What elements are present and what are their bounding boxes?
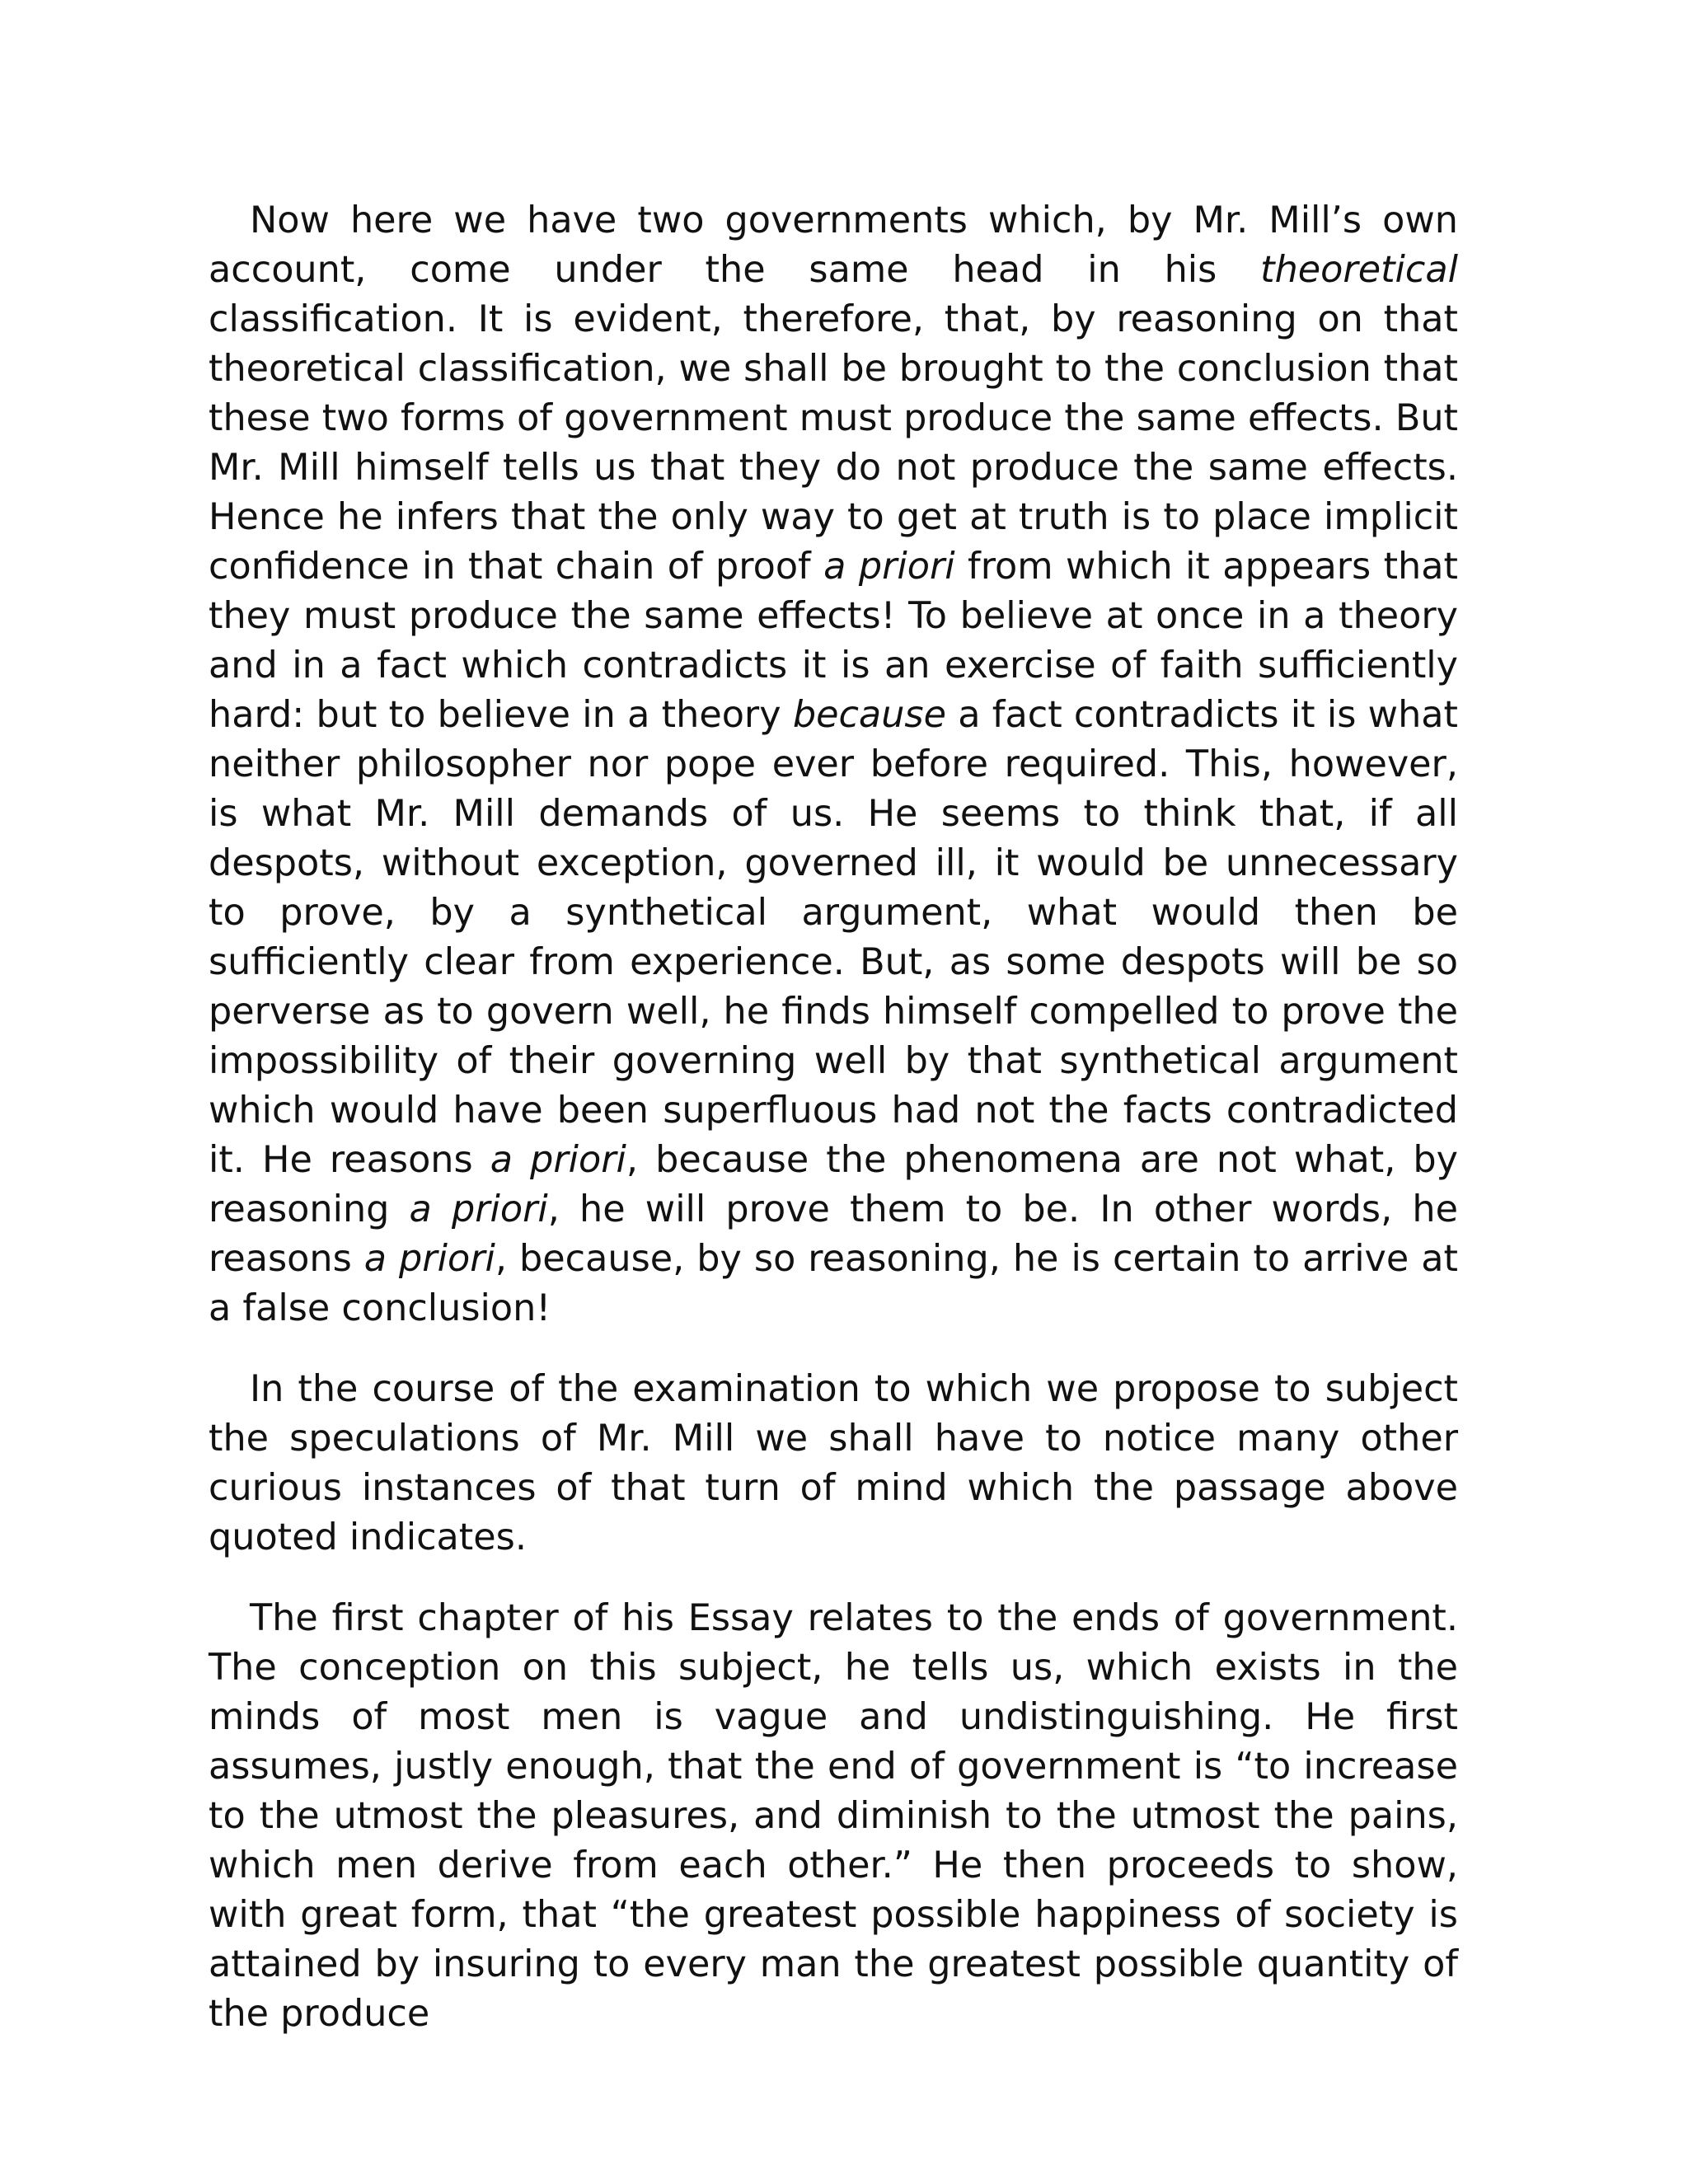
italic-span: a priori	[823, 546, 955, 588]
text-span: classification. It is evident, therefore, that, by reasoning on that theoretical classification, we shall be brought to the conclusion that these two forms of government must produce the same effects. But Mr. Mill himself tells us that they do not produce the same effects. Hence he infers that the only way to get at truth is to place implicit confidence in that chain of proof	[209, 298, 1458, 588]
text-span: Now here we have two governments which, by Mr. Mill’s own account, come under the same head in his	[209, 199, 1458, 291]
italic-span: because	[792, 694, 946, 736]
document-page	[209, 196, 1458, 2039]
text-span: a fact contradicts it is what neither philosopher nor pope ever before required. This, however, is what Mr. Mill demands of us. He seems to think that, if all despots, without exception, governed ill, it would be unnecessary to prove, by a synthetical argument, what would then be sufficiently clear from experience. But, as some despots will be so perverse as to govern well, he finds himself compelled to prove the impossibility of their governing well by that synthetical argument which would have been superfluous had not the facts contradicted it. He reasons	[209, 694, 1458, 1181]
italic-span: a priori	[490, 1139, 626, 1181]
italic-span: a priori	[409, 1188, 548, 1230]
paragraph-1	[209, 196, 1458, 1333]
text-span: In the course of the examination to which we propose to subject the speculations of Mr. Mill we shall have to notice many other curious instances of that turn of mind which the passage above quoted indicates.	[209, 1368, 1458, 1558]
text-span: from which it appears that they must produce the same effects! To believe at once in a theory and in a fact which contradicts it is an exercise of faith sufficiently hard: but to believe in a theory	[209, 546, 1458, 736]
text-span: , he will prove them to be. In other words, he reasons	[209, 1188, 1458, 1280]
paragraph-3	[209, 1594, 1458, 2039]
paragraph-2	[209, 1365, 1458, 1563]
text-span: , because, by so reasoning, he is certain to arrive at a false conclusion!	[209, 1238, 1458, 1329]
text-span: , because the phenomena are not what, by reasoning	[209, 1139, 1458, 1230]
italic-span: theoretical	[1260, 249, 1458, 291]
text-span: The first chapter of his Essay relates to the ends of government. The conception on this subject, he tells us, which exists in the minds of most men is vague and undistinguishing. He first assumes, justly enough, that the end of government is “to increase to the utmost the pleasures, and diminish to the utmost the pains, which men derive from each other.” He then proceeds to show, with great form, that “the greatest possible happiness of society is attained by insuring to every man the greatest possible quantity of the produce	[209, 1597, 1458, 2035]
italic-span: a priori	[363, 1238, 495, 1280]
